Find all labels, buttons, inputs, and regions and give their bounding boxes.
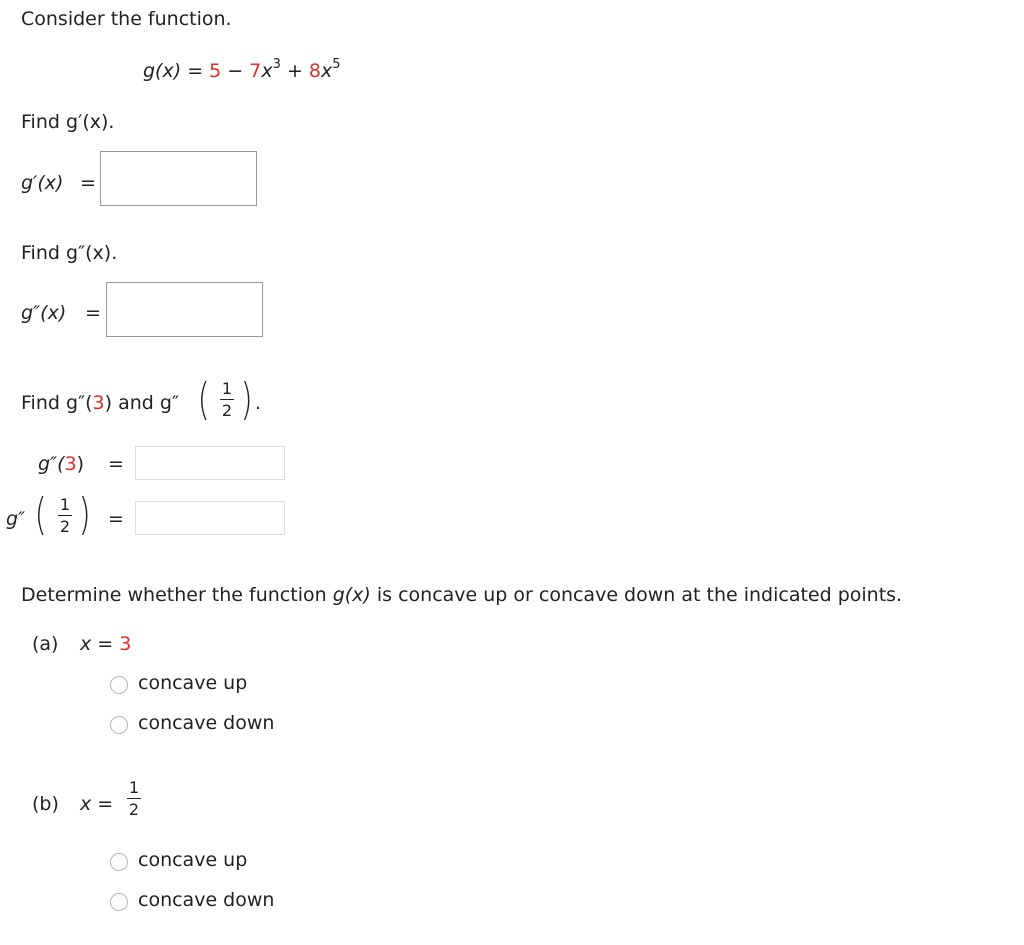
first-derivative-label: g′(x) [21,172,64,194]
part-b-fraction [127,780,141,818]
right-paren: ) [240,374,253,425]
g2-at-3-input[interactable] [135,446,285,480]
concavity-prompt-lead: Determine whether the function [21,584,333,606]
part-a-concave-up-radio[interactable] [110,676,128,694]
quintic-coefficient: 8 [308,60,321,82]
part-a-concave-down-label: concave down [138,712,275,734]
quintic-variable: x [321,60,333,82]
evaluate-prompt [21,394,179,413]
part-a-concave-up-label: concave up [138,672,248,694]
prompt-fraction-denominator: 2 [221,401,233,420]
g2-at-half-equals: = [108,508,124,530]
part-a-concave-down-radio[interactable] [110,716,128,734]
g2-at-half-label: g″ [6,508,26,530]
part-b-denominator: 2 [128,800,140,819]
prompt-fraction-numerator: 1 [221,379,233,398]
row-fraction-denominator: 2 [59,517,71,536]
part-b-x-eq: x = [80,793,114,815]
cubic-coefficient: 7 [249,60,262,82]
part-a-x-eq: x = [80,633,114,655]
quintic-exponent: 5 [332,56,341,72]
left-paren: ( [197,374,210,425]
second-derivative-equals: = [85,302,101,324]
part-a-label: (a) [32,633,59,655]
part-b-label: (b) [32,793,59,815]
concavity-prompt-function: g(x) [332,584,371,606]
minus-sign: − [227,60,244,82]
function-lhs: g(x) [143,60,182,82]
part-b-concave-up-label: concave up [138,849,248,871]
cubic-variable: x [261,60,273,82]
concavity-prompt-end: is concave up or concave down at the indicated points. [370,584,903,606]
row-fraction-numerator: 1 [59,495,71,514]
g2-at-3-equals: = [108,453,124,475]
evaluate-prompt-lead: Find g″( [21,392,93,414]
cubic-exponent: 3 [272,56,281,72]
first-derivative-input[interactable] [100,151,257,206]
first-derivative-prompt: Find g′(x). [21,111,115,133]
function-equals: = [187,60,204,82]
g2-at-3-value: 3 [64,453,77,475]
concavity-prompt [21,586,902,605]
evaluate-prompt-mid: ) and g″ [104,392,180,414]
g2-at-3-label [38,455,84,474]
part-b-fraction-bar [127,798,141,799]
g2-at-3-label-end: ) [76,453,85,475]
part-b-concave-down-radio[interactable] [110,893,128,911]
part-b-concave-up-radio[interactable] [110,853,128,871]
evaluate-prompt-end: . [255,392,262,414]
row-fraction [58,497,72,535]
plus-sign: + [286,60,303,82]
part-b-numerator: 1 [128,778,140,797]
part-b-concave-down-label: concave down [138,889,275,911]
second-derivative-prompt: Find g″(x). [21,242,118,264]
g2-at-3-label-lead: g″( [38,453,65,475]
intro-text: Consider the function. [21,8,232,30]
fraction-bar [220,399,234,400]
second-derivative-input[interactable] [106,282,263,337]
first-derivative-equals: = [80,172,96,194]
part-a-value: 3 [119,633,132,655]
function-definition [143,56,341,82]
row-left-paren: ( [34,489,47,540]
constant-term: 5 [209,60,222,82]
row-fraction-bar [58,515,72,516]
part-a-x [80,635,131,654]
g2-at-half-input[interactable] [135,501,285,535]
row-right-paren: ) [78,489,91,540]
evaluate-prompt-value: 3 [92,392,105,414]
prompt-fraction [220,381,234,419]
second-derivative-label: g″(x) [21,302,67,324]
